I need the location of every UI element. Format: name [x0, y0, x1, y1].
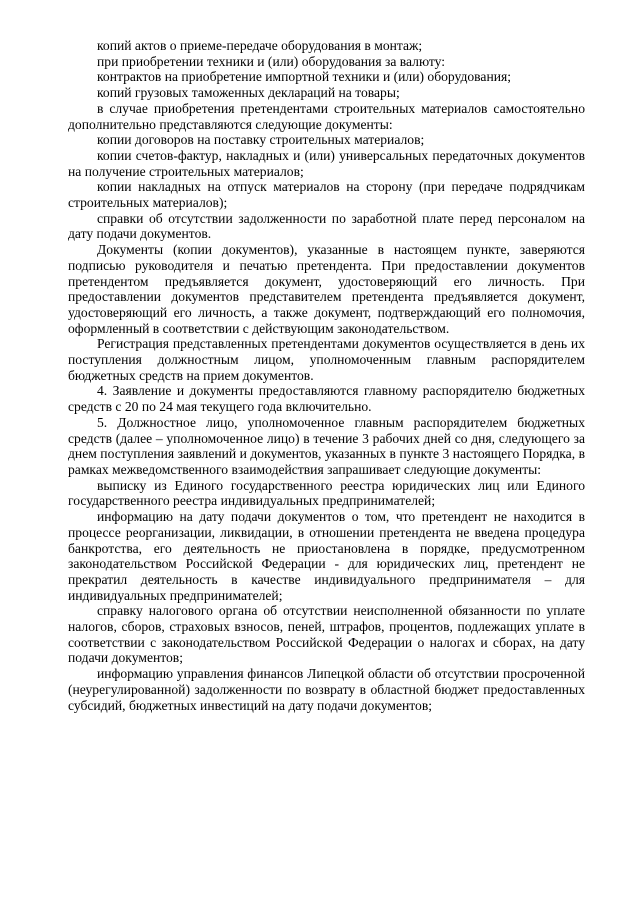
paragraph-16: справку налогового органа об отсутствии неисполненной обязанности по уплате налогов, сборов, страховых взносов, пеней, штрафов, процентов, подлежащих уплате в соответствии с законодательством Российской Федерации о налогах и сборах, на дату подачи документов; [68, 603, 585, 666]
paragraph-3: контрактов на приобретение импортной техники и (или) оборудования; [97, 69, 512, 85]
paragraph-12: 4. Заявление и документы предоставляются главному распорядителю бюджетных средств с 20 по 24 мая текущего года включительно. [68, 383, 585, 415]
paragraph-2: при приобретении техники и (или) оборудования за валюту: [97, 53, 446, 69]
paragraph-15: информацию на дату подачи документов о том, что претендент не находится в процессе реорганизации, ликвидации, в отношении претендента не введена процедура банкротства, его деятельность не приостановлена в порядке, предусмотренном законодательством Российской Федерации - для юридических лиц, претендент не прекратил деятельность в качестве индивидуального предпринимателя – для индивидуальных предпринимателей; [68, 509, 585, 603]
paragraph-6: копии договоров на поставку строительных материалов; [97, 132, 425, 148]
paragraph-17: информацию управления финансов Липецкой области об отсутствии просроченной (неурегулированной) задолженности по возврату в областной бюджет предоставленных субсидий, бюджетных инвестиций на дату подачи документов; [68, 666, 585, 713]
paragraph-10: Документы (копии документов), указанные в настоящем пункте, заверяются подписью руководителя и печатью претендента. При предоставлении документов претендентом предъявляется документ, удостоверяющий его личность. При предоставлении документов представителем претендента предъявляется документ, удостоверяющий его личность, а также документ, подтверждающий его полномочия, оформленный в соответствии с действующим законодательством. [68, 242, 585, 336]
paragraph-11: Регистрация представленных претендентами документов осуществляется в день их поступления должностным лицом, уполномоченным главным распорядителем бюджетных средств на прием документов. [68, 336, 585, 383]
paragraph-13: 5. Должностное лицо, уполномоченное главным распорядителем бюджетных средств (далее – уполномоченное лицо) в течение 3 рабочих дней со дня, следующего за днем поступления заявлений и документов, указанных в пункте 3 настоящего Порядка, в рамках межведомственного взаимодействия запрашивает следующие документы: [68, 414, 585, 477]
paragraph-8: копии накладных на отпуск материалов на сторону (при передаче подрядчикам строительных материалов); [68, 179, 585, 211]
paragraph-5: в случае приобретения претендентами строительных материалов самостоятельно дополнительно представляются следующие документы: [68, 100, 585, 132]
paragraph-1: копий актов о приеме-передаче оборудования в монтаж; [97, 38, 423, 53]
paragraph-7: копии счетов-фактур, накладных и (или) универсальных передаточных документов на получение строительных материалов; [68, 147, 585, 179]
paragraph-9: справки об отсутствии задолженности по заработной плате перед персоналом на дату подачи документов. [68, 210, 585, 242]
paragraph-14: выписку из Единого государственного реестра юридических лиц или Единого государственного реестра индивидуальных предпринимателей; [68, 477, 585, 509]
paragraph-4: копий грузовых таможенных деклараций на товары; [97, 85, 400, 101]
